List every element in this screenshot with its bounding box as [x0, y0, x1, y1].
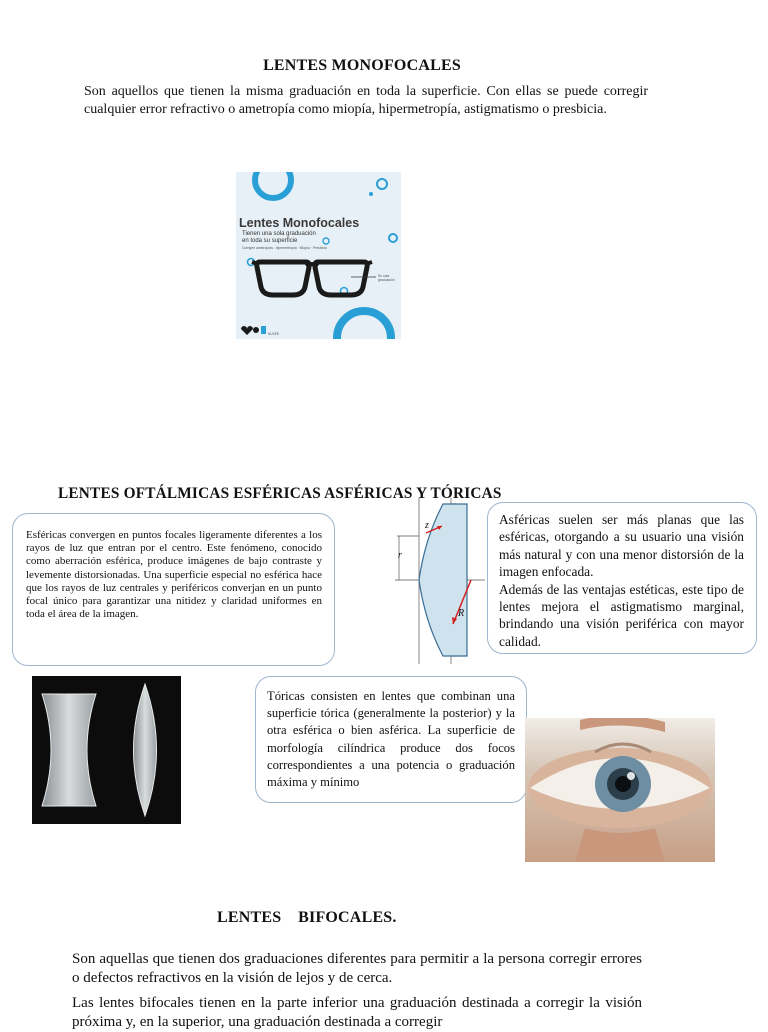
eye-contact-lens-photo	[525, 718, 715, 862]
section1-body: Son aquellos que tienen la misma graduación en toda la superficie. Con ellas se puede corregir cualquier error refractivo o ametropía como miopía, hipermetropía, astigmatismo o presbicia.	[84, 84, 648, 117]
monofocal-poster-image	[236, 172, 401, 339]
lenses-photo	[32, 676, 181, 824]
aspheric-lens-text-1: Asféricas suelen ser más planas que las esféricas, otorgando a su usuario una visión más natural y con una menor distorsión de la imagen enfocada.	[499, 512, 744, 580]
aspheric-lens-text-2: Además de las ventajas estéticas, este tipo de lentes mejora el astigmatismo marginal, brindando una visión periférica con mayor calidad.	[499, 581, 744, 649]
section2-title: LENTES OFTÁLMICAS ESFÉRICAS ASFÉRICAS Y TÓRICAS	[58, 485, 502, 502]
poster-subtitle-2: en toda su superficie	[242, 238, 298, 244]
poster-subtitle-1: Tienen una sola graduación	[242, 231, 316, 237]
poster-title: Lentes Monofocales	[239, 216, 360, 230]
section3-paragraph-2: Las lentes bifocales tienen en la parte inferior una graduación destinada a corregir la visión próxima y, en la superior, una graduación destinada a corregir	[72, 995, 642, 1030]
toric-lens-box	[255, 676, 527, 803]
section1-title: LENTES MONOFOCALES	[263, 57, 461, 74]
section3-title: LENTES BIFOCALES.	[217, 909, 397, 926]
poster-callout: Su sola graduación	[378, 274, 395, 282]
poster-note: Corrigen ametropías : hipermetropía · Miopía · Presbicia	[242, 246, 327, 250]
section3-paragraph-1: Son aquellas que tienen dos graduaciones diferentes para permitir a la persona corregir errores o defectos refractivos en la visión de lejos y de cerca.	[72, 951, 642, 986]
spherical-lens-box	[12, 513, 335, 666]
spherical-lens-text: Esféricas convergen en puntos focales ligeramente diferentes a los rayos de luz que entran por el centro. Este fenómeno, conocido como aberración esférica, produce imágenes de bajo contraste y levemente distorsionadas. Una superficie especial no esférica hace que los rayos de luz centrales y periféricos converjan en un punto focal único para garantizar una nitidez y claridad uniformes en toda el área de la imagen.	[26, 529, 322, 621]
aspheric-lens-box	[487, 502, 757, 654]
aspheric-lens-diagram	[395, 498, 485, 664]
toric-lens-text: Tóricas consisten en lentes que combinan una superficie tórica (generalmente la posterior) y la otra esférica o bien asférica. La superficie de morfología cilíndrica produce dos focos correspondientes a una potencia o graduación máxima y mínimo	[267, 689, 515, 790]
label-r: r	[398, 550, 402, 561]
label-R: R	[458, 608, 465, 619]
label-z: z	[425, 520, 429, 531]
poster-footer: NUVEE	[268, 332, 279, 336]
